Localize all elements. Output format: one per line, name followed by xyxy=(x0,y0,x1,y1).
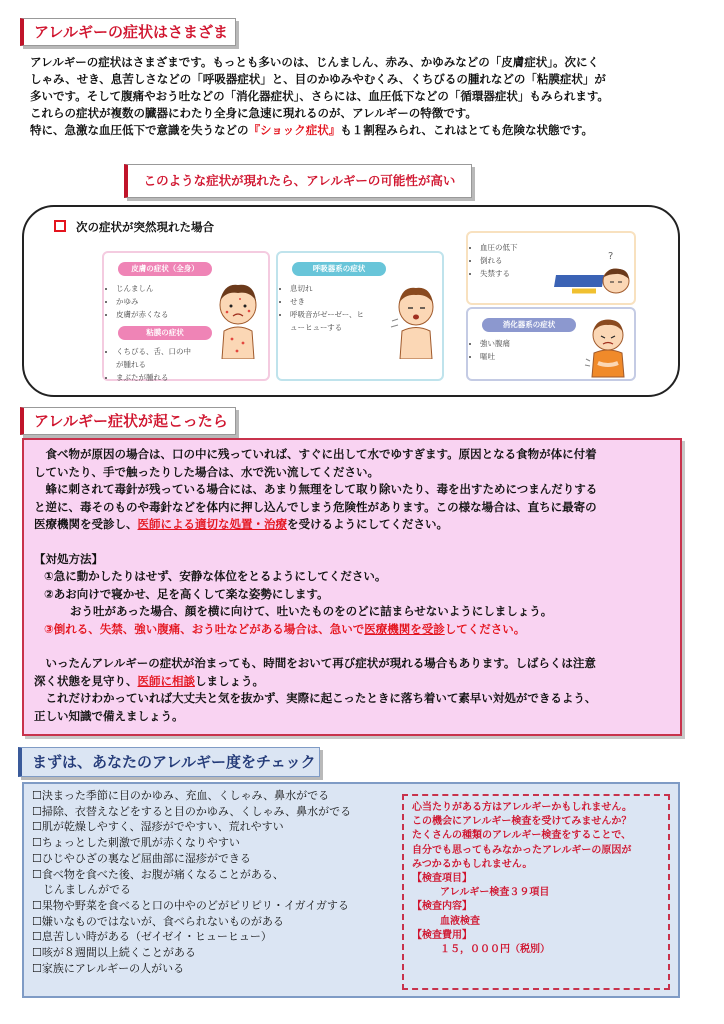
response-text: してください。 xyxy=(444,621,526,636)
checklist-item-continuation: じんましんがでる xyxy=(32,883,131,897)
checklist-item[interactable]: ☐息苦しい時がある（ゼイゼイ・ヒューヒュー） xyxy=(32,930,272,944)
list-item: • かゆみ xyxy=(116,295,268,308)
svg-text:?: ? xyxy=(608,251,614,262)
shock-line xyxy=(30,122,702,139)
response-line: 蜂に刺されて毒針が残っている場合には、あまり無理をして取り除いたり、毒を出すためにつまんだりする xyxy=(34,482,598,496)
checklist-item[interactable]: ☐決まった季節に目のかゆみ、充血、くしゃみ、鼻水がでる xyxy=(32,789,330,802)
shock-post: も１割程みられ、これはとても危険な状態です。 xyxy=(340,123,594,137)
method-step-3 xyxy=(34,621,680,639)
list-item: • 呼吸音がゼーゼー、ヒ xyxy=(290,308,442,321)
response-line xyxy=(34,673,680,691)
digestive-card xyxy=(466,307,636,381)
note-line: みつかるかもしれません。 xyxy=(412,858,533,870)
test-content-value: 血液検査 xyxy=(440,915,480,927)
list-item: • 皮膚が赤くなる xyxy=(116,308,268,321)
test-item-value: アレルギー検査３９項目 xyxy=(440,887,550,899)
checklist-item[interactable]: ☐ひじやひざの裏など屈曲部に湿疹ができる xyxy=(32,851,251,865)
intro-line: 多いです。そして腹痛やおう吐などの「消化器症状」、さらには、血圧低下などの「循環器症状」もみられます。 xyxy=(30,89,609,103)
collapsed-child-icon xyxy=(552,247,634,299)
checklist-item[interactable]: ☐食べ物を食べた後、お腹が痛くなることがある、 xyxy=(32,867,284,881)
response-text: 医療機関を受診し、 xyxy=(34,517,138,531)
test-content-label: 【検査内容】 xyxy=(412,901,472,913)
list-item: ューヒューする xyxy=(290,323,343,332)
intro-line: アレルギーの症状はさまざまです。もっとも多いのは、じんましん、赤み、かゆみなどの「皮膚症状」。次にく xyxy=(30,55,599,69)
list-item: • 倒れる xyxy=(480,254,634,267)
circulatory-card xyxy=(466,231,636,305)
respiratory-card xyxy=(276,251,444,381)
digestive-symptom-label: 消化器系の症状 xyxy=(482,318,576,332)
response-line: と逆に、毒そのものや毒針などを体内に押し込んでしまう危険性があります。この様な場合は、直ちに最寄の xyxy=(34,499,597,514)
list-item: • 血圧の低下 xyxy=(480,241,634,254)
shock-pre: 特に、急激な血圧低下で意識を失うなどの xyxy=(30,123,249,137)
section-heading-response: アレルギー症状が起こったら xyxy=(20,407,236,435)
test-info-note xyxy=(402,794,670,990)
symptoms-title xyxy=(54,219,214,235)
response-line: これだけわかっていれば大丈夫と気を抜かず、実際に起こったときに落ち着いて素早い対処ができるよう、 xyxy=(34,691,597,705)
response-line xyxy=(34,516,680,534)
possibility-heading: このような症状が現れたら、アレルギーの可能性が高い xyxy=(124,164,472,198)
shock-term: 『ショック症状』 xyxy=(248,123,341,137)
list-item: が腫れる xyxy=(116,360,146,369)
method-step-1: ①急に動かしたりはせず、安静な体位をとるようにしてください。 xyxy=(44,569,387,583)
checklist-item[interactable]: ☐ちょっとした刺激で肌が赤くなりやすい xyxy=(32,836,240,850)
note-line: 自分でも思ってもみなかったアレルギーの原因が xyxy=(412,844,632,856)
response-text: ③倒れる、失禁、強い腹痛、おう吐などがある場合は、急いで xyxy=(44,621,365,636)
response-text: しましょう。 xyxy=(195,673,264,688)
list-item: • せき xyxy=(290,295,442,308)
itchy-child-icon xyxy=(210,281,268,359)
list-item: • 嘔吐 xyxy=(480,350,634,363)
symptoms-title-text: 次の症状が突然現れた場合 xyxy=(76,220,214,234)
mucosa-symptom-label: 粘膜の症状 xyxy=(118,326,212,340)
checklist-box xyxy=(22,782,680,998)
skin-mucosa-card xyxy=(102,251,270,381)
test-item-label: 【検査項目】 xyxy=(412,873,472,885)
response-line: していたり、手で触ったりした場合は、水で洗い流してください。 xyxy=(34,464,379,479)
stomachache-child-icon xyxy=(584,315,634,379)
checklist-item[interactable]: ☐果物や野菜を食べると口の中やのどがピリピリ・イガイガする xyxy=(32,898,349,912)
consult-doctor-link: 医師に相談 xyxy=(137,673,195,688)
method-step-2-note: おう吐があった場合、顔を横に向けて、吐いたものをのどに詰まらせないようにしましょう。 xyxy=(70,604,553,618)
test-fee-label: 【検査費用】 xyxy=(412,929,472,941)
intro-line: これらの症状が複数の臓器にわたり全身に急速に現れるのが、アレルギーの特徴です。 xyxy=(30,106,477,120)
coughing-child-icon xyxy=(390,283,442,359)
checklist-item[interactable]: ☐嫌いなものではないが、食べられないものがある xyxy=(32,914,284,928)
response-line: 正しい知識で備えましょう。 xyxy=(34,708,184,723)
response-box xyxy=(22,438,682,736)
doctor-treatment-link: 医師による適切な処置・治療 xyxy=(137,517,287,531)
method-step-2: ②あお向けで寝かせ、足を高くして楽な姿勢にします。 xyxy=(44,586,329,601)
note-line: この機会にアレルギー検査を受けてみませんか？ xyxy=(412,816,632,828)
allergy-checklist xyxy=(32,788,351,976)
checklist-item[interactable]: ☐肌が乾燥しやすく、湿疹がでやすい、荒れやすい xyxy=(32,820,284,834)
skin-symptom-label: 皮膚の症状（全身） xyxy=(118,262,212,276)
spacer xyxy=(34,534,680,551)
note-line: たくさんの種類のアレルギー検査をすることで、 xyxy=(412,830,632,842)
response-text: 深く状態を見守り、 xyxy=(34,673,138,688)
test-fee-value: １５，０００円（税別） xyxy=(440,944,550,956)
checklist-item[interactable]: ☐家族にアレルギーの人がいる xyxy=(32,961,185,975)
intro-text xyxy=(30,54,702,139)
response-line: 食べ物が原因の場合は、口の中に残っていれば、すぐに出して水でゆすぎます。原因となる食物が体に付着 xyxy=(34,447,597,461)
list-item: • 強い腹痛 xyxy=(480,337,634,350)
section-heading-check: まずは、あなたのアレルギー度をチェック xyxy=(18,747,320,777)
section-heading-symptoms: アレルギーの症状はさまざま xyxy=(20,18,236,46)
note-line: 心当たりがある方はアレルギーかもしれません。 xyxy=(412,802,632,813)
list-item: • 息切れ xyxy=(290,282,442,295)
list-item: • まぶたが腫れる xyxy=(116,371,268,384)
list-item: • 失禁する xyxy=(480,267,634,280)
response-line: いったんアレルギーの症状が治まっても、時間をおいて再び症状が現れる場合もあります。しばらくは注意 xyxy=(34,656,596,670)
intro-line: しゃみ、せき、息苦しさなどの「呼吸器症状」と、目のかゆみやむくみ、くちびるの腫れなどの「粘膜症状」が xyxy=(30,72,606,86)
symptoms-box xyxy=(22,205,680,397)
list-item: • じんましん xyxy=(116,282,268,295)
method-title: 【対処方法】 xyxy=(34,551,103,566)
hospital-visit-link: 医療機関を受診 xyxy=(364,621,445,636)
spacer xyxy=(34,638,680,655)
checklist-item[interactable]: ☐掃除、衣替えなどをすると目のかゆみ、くしゃみ、鼻水がでる xyxy=(32,804,352,818)
respiratory-symptom-label: 呼吸器系の症状 xyxy=(292,262,386,276)
checklist-item[interactable]: ☐咳が８週間以上続くことがある xyxy=(32,946,196,960)
square-bullet-icon xyxy=(54,220,66,232)
response-text: を受けるようにしてください。 xyxy=(287,517,448,531)
list-item: • くちびる、舌、口の中 xyxy=(116,345,268,358)
